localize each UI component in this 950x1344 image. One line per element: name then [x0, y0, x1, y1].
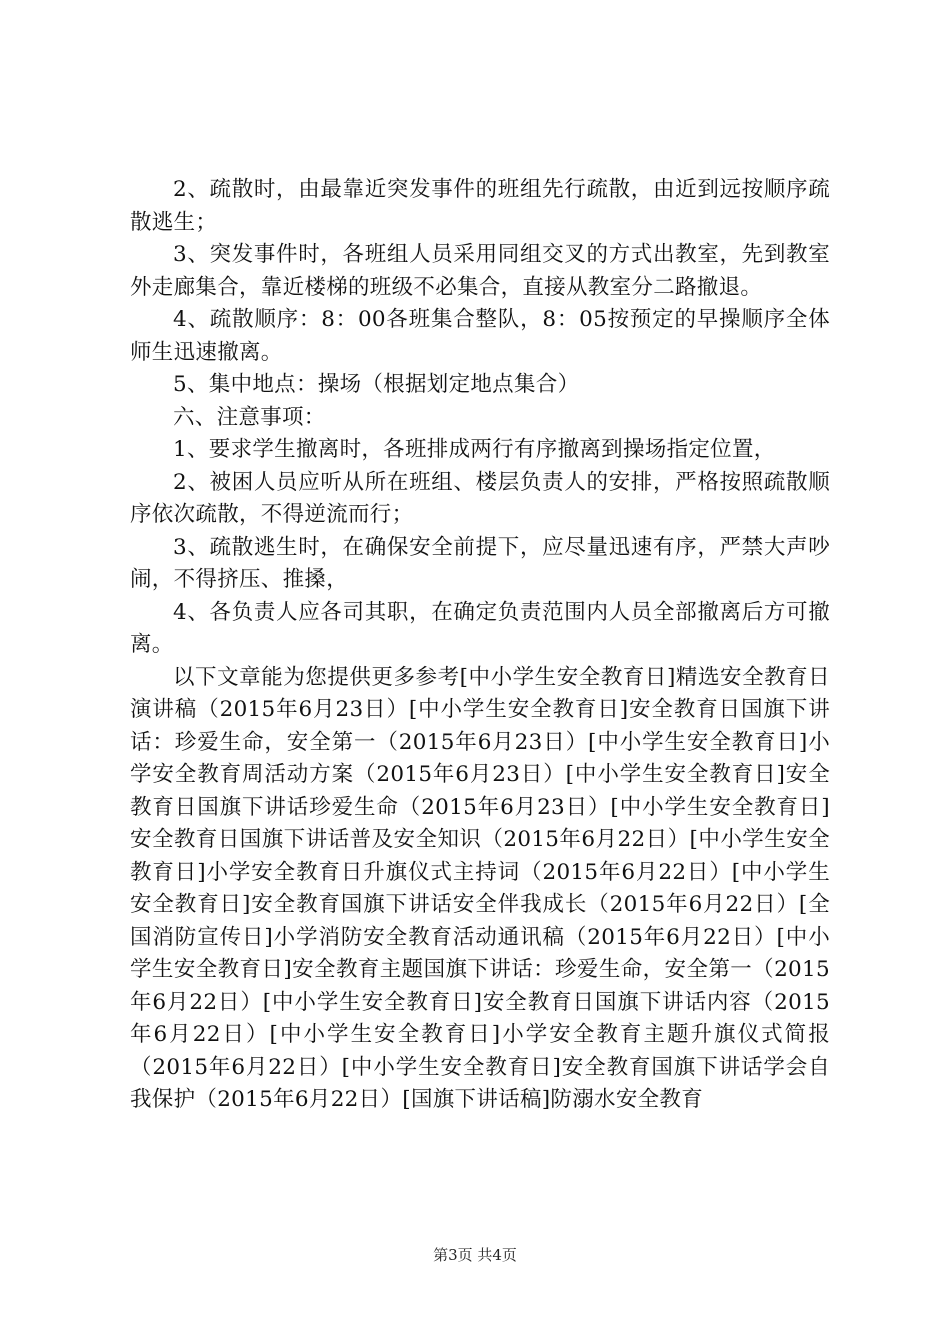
paragraph-note-4: 4、各负责人应各司其职，在确定负责范围内人员全部撤离后方可撤离。	[130, 599, 830, 657]
paragraph-evacuation-sequence: 4、疏散顺序：8：00各班集合整队，8：05按预定的早操顺序全体师生迅速撤离。	[130, 307, 830, 365]
document-body	[130, 174, 830, 1117]
section-heading-notes: 六、注意事项：	[173, 404, 326, 430]
paragraph-note-1: 1、要求学生撤离时，各班排成两行有序撤离到操场指定位置，	[173, 437, 776, 462]
paragraph-assembly-point: 5、集中地点：操场（根据划定地点集合）	[173, 372, 580, 397]
related-articles-paragraph: 以下文章能为您提供更多参考[中小学生安全教育日]精选安全教育日演讲稿（2015年6月23日）[中小学生安全教育日]安全教育日国旗下讲话：珍爱生命，安全第一（2015年6月23日）[中小学生安全教育日]小学安全教育周活动方案（2015年6月23日）[中小学生安全教育日]安全教育日国旗下讲话珍爱生命（2015年6月23日）[中小学生安全教育日]安全教育日国旗下讲话普及安全知识（2015年6月22日）[中小学生安全教育日]小学安全教育日升旗仪式主持词（2015年6月22日）[中小学生安全教育日]安全教育国旗下讲话安全伴我成长（2015年6月22日）[全国消防宣传日]小学消防安全教育活动通讯稿（2015年6月22日）[中小学生安全教育日]安全教育主题国旗下讲话：珍爱生命，安全第一（2015年6月22日）[中小学生安全教育日]安全教育日国旗下讲话内容（2015年6月22日）[中小学生安全教育日]小学安全教育主题升旗仪式简报（2015年6月22日）[中小学生安全教育日]安全教育国旗下讲话学会自我保护（2015年6月22日）[国旗下讲话稿]防溺水安全教育	[130, 664, 830, 1112]
paragraph-note-3: 3、疏散逃生时，在确保安全前提下，应尽量迅速有序，严禁大声吵闹，不得挤压、推搡，	[130, 534, 830, 592]
page-number-footer: 第3页 共4页	[433, 1246, 517, 1264]
paragraph-note-2: 2、被困人员应听从所在班组、楼层负责人的安排，严格按照疏散顺序依次疏散，不得逆流而行；	[130, 469, 830, 527]
paragraph-evacuation-order: 2、疏散时，由最靠近突发事件的班组先行疏散，由近到远按顺序疏散逃生；	[130, 177, 830, 235]
paragraph-class-assembly: 3、突发事件时，各班组人员采用同组交叉的方式出教室，先到教室外走廊集合，靠近楼梯的班级不必集合，直接从教室分二路撤退。	[130, 242, 830, 300]
